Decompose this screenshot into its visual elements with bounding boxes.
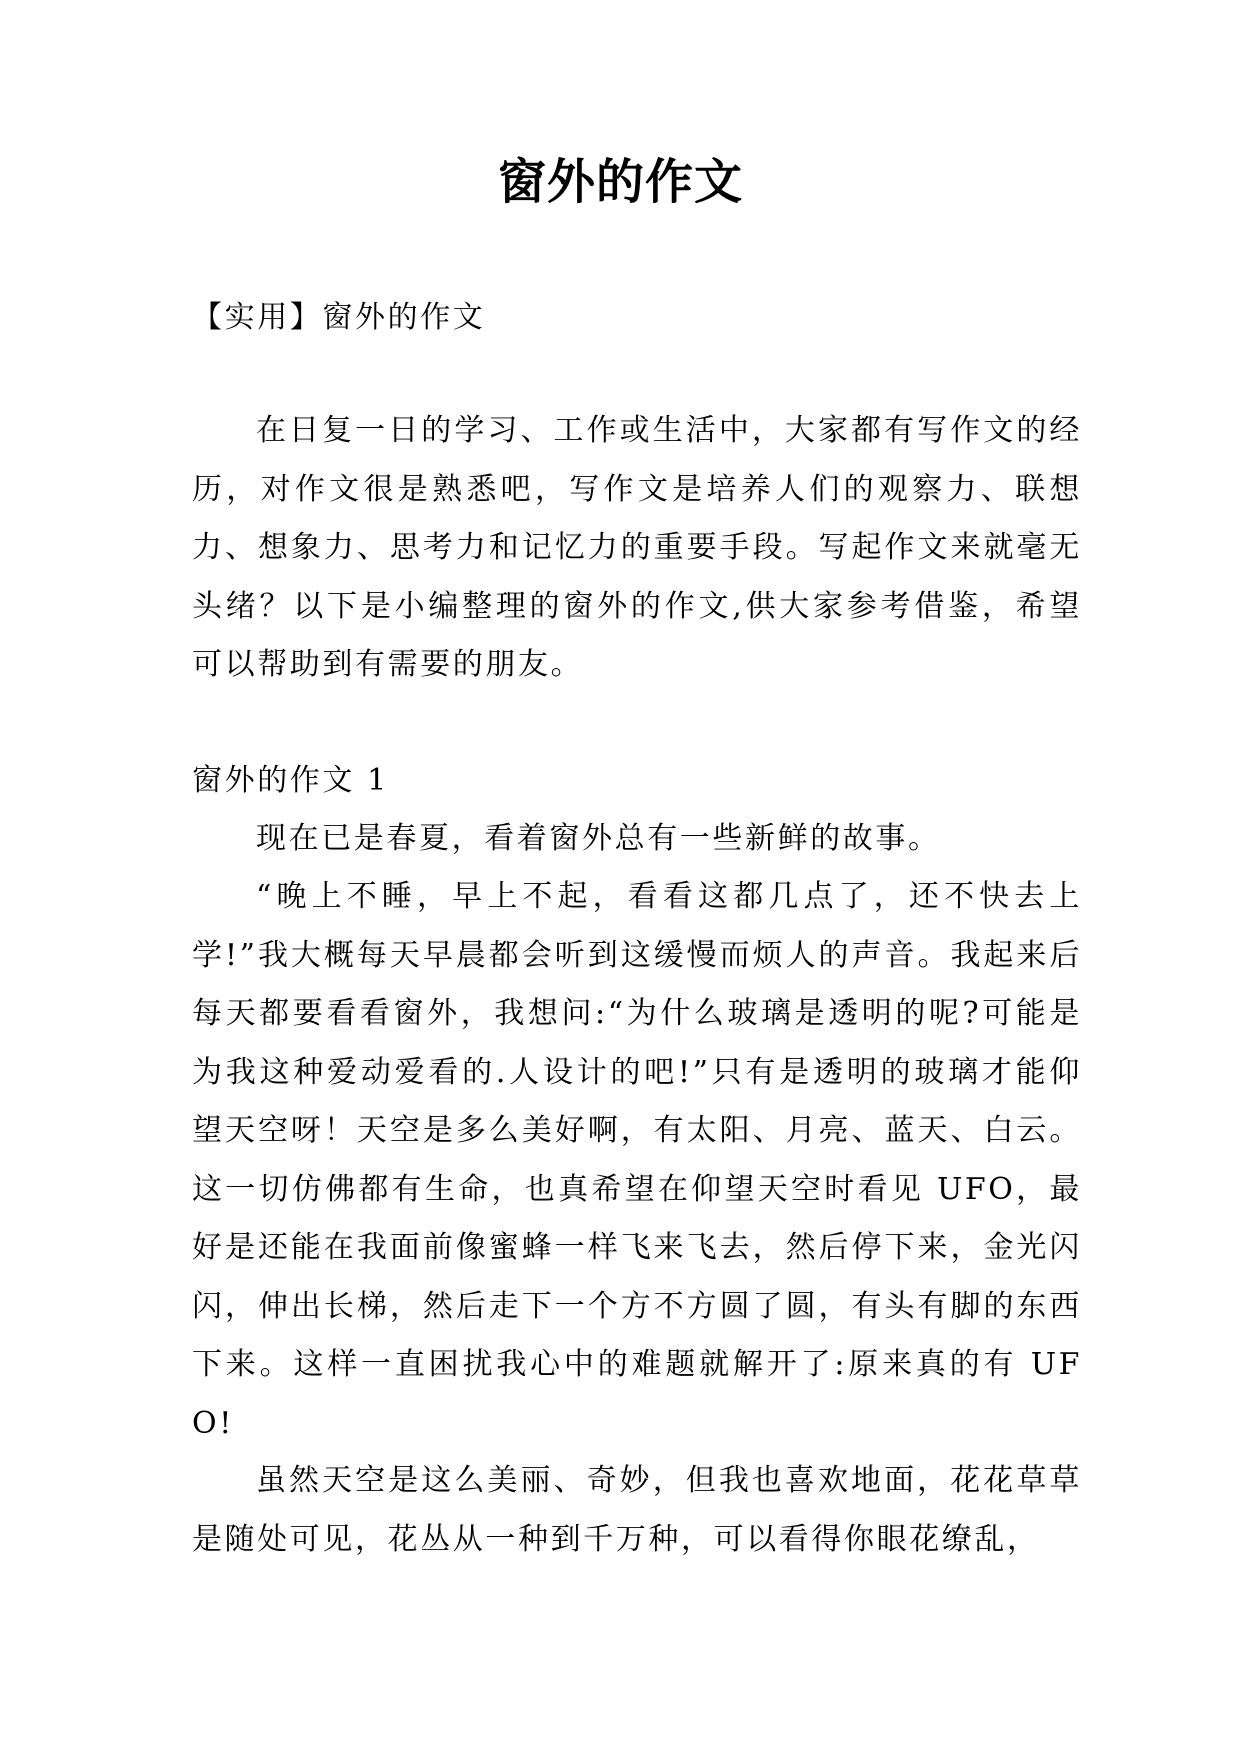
document-title: 窗外的作文 bbox=[497, 154, 743, 210]
section-heading: 窗外的作文 1 bbox=[192, 763, 389, 798]
paragraph-3: 虽然天空是这么美丽、奇妙，但我也喜欢地面，花花草草是随处可见，花丛从一种到千万种，可以看得你眼花缭乱， bbox=[192, 1463, 1082, 1557]
document-subtitle: 【实用】窗外的作文 bbox=[192, 300, 486, 335]
intro-paragraph: 在日复一日的学习、工作或生活中，大家都有写作文的经历，对作文很是熟悉吧，写作文是培养人们的观察力、联想力、想象力、思考力和记忆力的重要手段。写起作文来就毫无头绪？以下是小编整理的窗外的作文,供大家参考借鉴，希望可以帮助到有需要的朋友。 bbox=[192, 413, 1082, 682]
paragraph-1: 现在已是春夏，看着窗外总有一些新鲜的故事。 bbox=[256, 821, 941, 856]
paragraph-2: “晚上不睡，早上不起，看看这都几点了，还不快去上学!”我大概每天早晨都会听到这缓慢而烦人的声音。我起来后每天都要看看窗外，我想问:“为什么玻璃是透明的呢?可能是为我这种爱动爱看的.人设计的吧!”只有是透明的玻璃才能仰望天空呀！天空是多么美好啊，有太阳、月亮、蓝天、白云。这一切仿佛都有生命，也真希望在仰望天空时看见 UFO，最好是还能在我面前像蜜蜂一样飞来飞去，然后停下来，金光闪闪，伸出长梯，然后走下一个方不方圆了圆，有头有脚的东西下来。这样一直困扰我心中的难题就解开了:原来真的有 UFO! bbox=[192, 879, 1082, 1441]
